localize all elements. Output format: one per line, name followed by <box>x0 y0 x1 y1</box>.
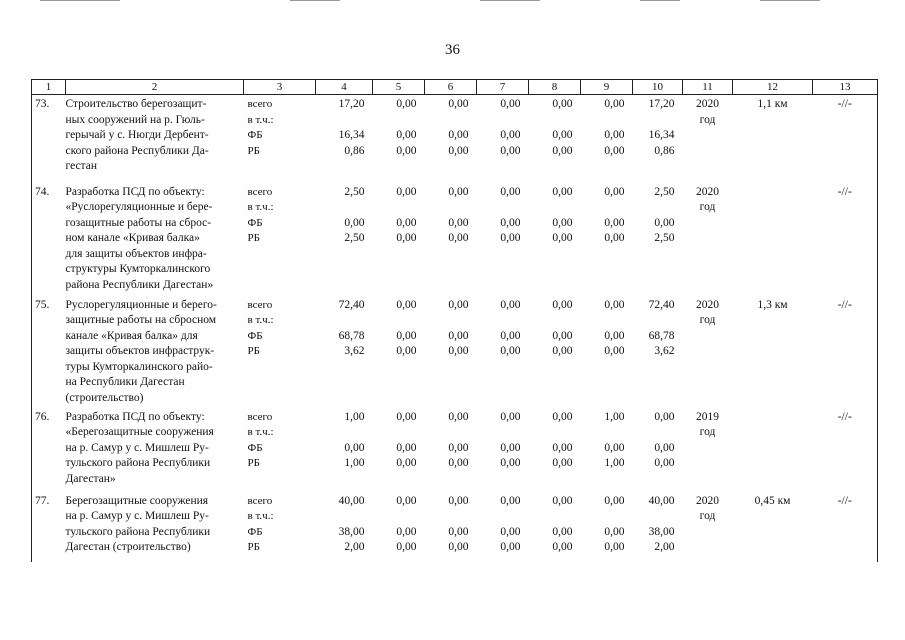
row-number: 76. <box>32 408 66 492</box>
completion-year <box>683 95 733 183</box>
cell-line: (строительство) <box>65 391 144 404</box>
cell-line: тульского района Республики <box>65 457 211 469</box>
cell-line: 0,00 <box>604 298 625 311</box>
cell-line: 0,00 <box>396 525 417 538</box>
cell-line: 0,00 <box>396 129 417 141</box>
row-number: 75. <box>32 296 66 408</box>
cell-line: 16,34 <box>648 129 675 141</box>
cell-line: защиты объектов инфраструк- <box>65 345 215 357</box>
page-number: 36 <box>445 42 460 58</box>
amount-column-4 <box>316 296 373 408</box>
cell-line: 0,00 <box>552 494 573 507</box>
cell-line <box>316 113 365 129</box>
project-name <box>66 183 244 296</box>
cell-line: 0,00 <box>396 98 417 110</box>
cell-line: 0,00 <box>448 329 469 342</box>
cell-line: 0,00 <box>396 345 417 357</box>
cell-line: 0,00 <box>500 525 521 538</box>
cell-line: туры Кумторкалинского райо- <box>65 360 213 373</box>
ditto-mark: -//- <box>813 95 878 183</box>
cell-line: 0,00 <box>396 144 417 157</box>
cell-line: Руслорегуляционные и берего- <box>65 298 217 311</box>
cell-line <box>529 313 573 329</box>
cell-line <box>477 113 521 129</box>
cell-line: 0,00 <box>448 457 469 469</box>
amount-column-7 <box>477 183 529 296</box>
amount-column-10 <box>633 183 683 296</box>
scan-artifact-line <box>640 0 680 1</box>
cell-line: 0,00 <box>396 216 417 229</box>
amount-column-8 <box>529 296 581 408</box>
ditto-mark: -//- <box>813 492 878 562</box>
amount-column-10 <box>633 95 683 183</box>
cell-line <box>529 113 573 129</box>
amount-column-5 <box>373 296 425 408</box>
cell-line: 0,00 <box>500 185 521 198</box>
cell-line: 0,86 <box>654 144 675 157</box>
cell-line <box>633 509 675 525</box>
cell-line <box>581 425 625 441</box>
cell-line: 0,00 <box>500 457 521 469</box>
cell-line: Дагестан (строительство) <box>65 541 191 553</box>
cell-line: 0,00 <box>604 129 625 141</box>
cell-line: 0,00 <box>448 98 469 110</box>
cell-line: ского района Республики Да- <box>65 144 209 157</box>
funding-source <box>244 492 316 562</box>
scan-artifact-line <box>40 0 120 1</box>
cell-line: 0,00 <box>448 494 469 507</box>
cell-line: 0,00 <box>604 185 625 198</box>
cell-line: для защиты объектов инфра- <box>65 247 207 260</box>
amount-column-5 <box>373 183 425 296</box>
cell-line: 17,20 <box>648 98 675 110</box>
cell-line: 0,00 <box>344 216 365 229</box>
cell-line: 0,00 <box>604 144 625 157</box>
amount-column-9 <box>581 492 633 562</box>
cell-line: 72,40 <box>648 298 675 311</box>
cell-line: 0,00 <box>396 298 417 311</box>
funding-source <box>244 408 316 492</box>
column-header-6: 6 <box>425 80 477 95</box>
cell-line: 2,50 <box>344 232 365 244</box>
cell-line: 0,00 <box>552 129 573 141</box>
cell-line <box>633 313 675 329</box>
capacity-value: 0,45 км <box>754 494 791 507</box>
cell-line: 0,00 <box>396 410 417 423</box>
cell-line: 68,78 <box>338 329 365 342</box>
cell-line: 0,00 <box>604 345 625 357</box>
cell-line: всего <box>247 185 273 198</box>
cell-line: 0,00 <box>654 410 675 423</box>
cell-line: района Республики Дагестан» <box>65 278 214 291</box>
amount-column-5 <box>373 95 425 183</box>
project-name <box>66 492 244 562</box>
cell-line: Берегозащитные сооружения <box>65 494 209 507</box>
cell-line: 0,00 <box>448 216 469 229</box>
cell-line <box>316 200 365 216</box>
cell-line: 0,00 <box>344 441 365 454</box>
cell-line: 0,00 <box>604 494 625 507</box>
cell-line: 0,00 <box>552 185 573 198</box>
amount-column-6 <box>425 95 477 183</box>
cell-line: 0,00 <box>552 457 573 469</box>
table-row <box>32 492 878 562</box>
amount-column-7 <box>477 408 529 492</box>
cell-line: Разработка ПСД по объекту: <box>65 185 205 198</box>
cell-line: ФБ <box>247 441 263 454</box>
cell-line: год <box>699 510 716 522</box>
cell-line: 2,00 <box>654 541 675 553</box>
amount-column-8 <box>529 408 581 492</box>
program-table <box>31 79 878 562</box>
scan-artifact-line <box>760 0 820 1</box>
cell-line: 0,00 <box>500 216 521 229</box>
cell-line <box>316 313 365 329</box>
ditto-mark: -//- <box>813 183 878 296</box>
cell-line: 3,62 <box>654 345 675 357</box>
cell-line: 0,00 <box>448 232 469 244</box>
cell-line: ФБ <box>247 329 263 342</box>
column-header-8: 8 <box>529 80 581 95</box>
cell-line <box>373 313 417 329</box>
cell-line: 0,00 <box>654 441 675 454</box>
cell-line: 2020 <box>696 494 719 507</box>
cell-line <box>581 313 625 329</box>
cell-line: «Руслорегуляционные и бере- <box>65 201 213 213</box>
table-row <box>32 95 878 183</box>
cell-line: 0,00 <box>448 298 469 311</box>
cell-line <box>477 200 521 216</box>
row-number: 73. <box>32 95 66 183</box>
cell-line: 0,00 <box>604 441 625 454</box>
cell-line: 38,00 <box>338 525 365 538</box>
cell-line: всего <box>247 298 273 311</box>
cell-line: 0,00 <box>604 329 625 342</box>
cell-line: ФБ <box>247 129 263 141</box>
cell-line: 0,00 <box>500 298 521 311</box>
cell-line: всего <box>247 494 273 507</box>
column-header-9: 9 <box>581 80 633 95</box>
amount-column-7 <box>477 296 529 408</box>
project-name <box>66 95 244 183</box>
cell-line: 1,00 <box>344 410 365 423</box>
column-header-5: 5 <box>373 80 425 95</box>
amount-column-4 <box>316 183 373 296</box>
cell-line: 0,00 <box>552 144 573 157</box>
cell-line: РБ <box>247 457 260 469</box>
scan-artifact-line <box>290 0 340 1</box>
cell-line: 0,00 <box>500 329 521 342</box>
cell-line: Строительство берегозащит- <box>65 98 207 110</box>
column-header-13: 13 <box>813 80 878 95</box>
cell-line: год <box>699 314 716 326</box>
amount-column-8 <box>529 95 581 183</box>
cell-line: ФБ <box>247 525 263 538</box>
amount-column-6 <box>425 492 477 562</box>
cell-line <box>529 509 573 525</box>
cell-line: на Республики Дагестан <box>65 376 185 388</box>
cell-line: 2020 <box>696 185 719 198</box>
cell-line: 0,00 <box>604 232 625 244</box>
cell-line: 0,00 <box>604 541 625 553</box>
cell-line <box>425 113 469 129</box>
cell-line: 0,00 <box>396 232 417 244</box>
cell-line <box>477 313 521 329</box>
cell-line: 2,50 <box>654 185 675 198</box>
ditto-mark: -//- <box>813 296 878 408</box>
column-number-header <box>32 80 878 95</box>
amount-column-9 <box>581 183 633 296</box>
cell-line: 0,00 <box>604 98 625 110</box>
cell-line: всего <box>247 98 273 110</box>
cell-line <box>373 113 417 129</box>
capacity-value <box>733 183 813 296</box>
cell-line: в т.ч.: <box>247 201 274 213</box>
cell-line <box>316 509 365 525</box>
cell-line: 0,00 <box>604 525 625 538</box>
cell-line: 0,00 <box>654 216 675 229</box>
amount-column-10 <box>633 296 683 408</box>
cell-line: тульского района Республики <box>65 525 211 538</box>
completion-year <box>683 183 733 296</box>
cell-line: 1,00 <box>604 457 625 469</box>
cell-line: в т.ч.: <box>247 510 274 522</box>
column-header-1: 1 <box>32 80 66 95</box>
cell-line: структуры Кумторкалинского <box>65 263 211 275</box>
cell-line <box>373 200 417 216</box>
cell-line: 2,50 <box>344 185 365 198</box>
cell-line: защитные работы на сбросном <box>65 314 217 326</box>
ditto-mark: -//- <box>813 408 878 492</box>
cell-line: 0,00 <box>396 441 417 454</box>
cell-line: в т.ч.: <box>247 426 274 438</box>
cell-line: 0,86 <box>344 144 365 157</box>
cell-line: 0,00 <box>552 216 573 229</box>
cell-line <box>581 113 625 129</box>
cell-line: 0,00 <box>552 525 573 538</box>
cell-line <box>425 509 469 525</box>
cell-line: 0,00 <box>396 329 417 342</box>
cell-line: РБ <box>247 232 260 244</box>
cell-line: 0,00 <box>552 298 573 311</box>
cell-line <box>633 200 675 216</box>
cell-line: 17,20 <box>338 98 365 110</box>
cell-line <box>316 425 365 441</box>
cell-line: Дагестан» <box>65 472 116 485</box>
row-number: 74. <box>32 183 66 296</box>
column-header-10: 10 <box>633 80 683 95</box>
cell-line <box>425 425 469 441</box>
completion-year <box>683 408 733 492</box>
column-header-4: 4 <box>316 80 373 95</box>
cell-line: «Берегозащитные сооружения <box>65 426 214 438</box>
cell-line: 38,00 <box>648 525 675 538</box>
cell-line: 0,00 <box>448 129 469 141</box>
cell-line: 0,00 <box>552 410 573 423</box>
cell-line: 0,00 <box>448 410 469 423</box>
cell-line: РБ <box>247 345 260 357</box>
cell-line: 40,00 <box>648 494 675 507</box>
amount-column-4 <box>316 408 373 492</box>
amount-column-6 <box>425 183 477 296</box>
cell-line <box>477 509 521 525</box>
cell-line <box>529 425 573 441</box>
cell-line: Разработка ПСД по объекту: <box>65 410 205 423</box>
column-header-7: 7 <box>477 80 529 95</box>
cell-line: 2019 <box>696 410 719 423</box>
cell-line: ных сооружений на р. Гюль- <box>65 113 205 126</box>
cell-line: 2020 <box>696 298 719 311</box>
cell-line: год <box>699 113 716 126</box>
cell-line: 0,00 <box>448 185 469 198</box>
cell-line: 0,00 <box>500 129 521 141</box>
funding-source <box>244 95 316 183</box>
cell-line: 0,00 <box>552 345 573 357</box>
cell-line: герычай у с. Нюгди Дербент- <box>65 129 209 141</box>
cell-line: 0,00 <box>552 541 573 553</box>
cell-line: 0,00 <box>500 441 521 454</box>
cell-line: 2020 <box>696 98 719 110</box>
amount-column-4 <box>316 95 373 183</box>
table-row <box>32 296 878 408</box>
cell-line <box>581 200 625 216</box>
amount-column-9 <box>581 95 633 183</box>
cell-line: гестан <box>65 160 97 172</box>
cell-line: 0,00 <box>500 144 521 157</box>
cell-line: 0,00 <box>396 541 417 553</box>
cell-line: ном канале «Кривая балка» <box>65 232 200 244</box>
cell-line: 16,34 <box>338 129 365 141</box>
cell-line: в т.ч.: <box>247 113 274 126</box>
amount-column-10 <box>633 492 683 562</box>
column-header-11: 11 <box>683 80 733 95</box>
cell-line: год <box>699 426 716 438</box>
completion-year <box>683 296 733 408</box>
funding-source <box>244 183 316 296</box>
cell-line: 0,00 <box>604 216 625 229</box>
cell-line <box>425 200 469 216</box>
cell-line: 0,00 <box>552 441 573 454</box>
cell-line: 68,78 <box>648 329 675 342</box>
cell-line: гозащитные работы на сброс- <box>65 216 212 229</box>
table-row <box>32 408 878 492</box>
cell-line: канале «Кривая балка» для <box>65 329 198 342</box>
cell-line: 0,00 <box>500 232 521 244</box>
column-header-3: 3 <box>244 80 316 95</box>
cell-line: 1,00 <box>344 457 365 469</box>
cell-line: 0,00 <box>448 541 469 553</box>
cell-line <box>425 313 469 329</box>
cell-line <box>373 509 417 525</box>
cell-line: 0,00 <box>654 457 675 469</box>
amount-column-10 <box>633 408 683 492</box>
project-name <box>66 408 244 492</box>
cell-line: 0,00 <box>448 441 469 454</box>
amount-column-8 <box>529 492 581 562</box>
capacity-value: 1,3 км <box>757 298 788 311</box>
scan-artifact-line <box>480 0 540 1</box>
cell-line <box>633 425 675 441</box>
cell-line: 2,50 <box>654 232 675 244</box>
cell-line: 0,00 <box>500 541 521 553</box>
cell-line: 0,00 <box>448 525 469 538</box>
amount-column-7 <box>477 492 529 562</box>
cell-line: 0,00 <box>552 98 573 110</box>
amount-column-6 <box>425 296 477 408</box>
row-number: 77. <box>32 492 66 562</box>
cell-line: 0,00 <box>396 457 417 469</box>
cell-line <box>373 425 417 441</box>
amount-column-5 <box>373 492 425 562</box>
amount-column-8 <box>529 183 581 296</box>
cell-line: 72,40 <box>338 298 365 311</box>
cell-line: всего <box>247 410 273 423</box>
cell-line: 0,00 <box>500 494 521 507</box>
cell-line: ФБ <box>247 216 263 229</box>
cell-line: 0,00 <box>500 98 521 110</box>
project-name <box>66 296 244 408</box>
amount-column-9 <box>581 408 633 492</box>
amount-column-4 <box>316 492 373 562</box>
cell-line <box>477 425 521 441</box>
amount-column-9 <box>581 296 633 408</box>
cell-line: 0,00 <box>448 345 469 357</box>
cell-line: 0,00 <box>396 185 417 198</box>
capacity-value <box>733 408 813 492</box>
cell-line: год <box>699 201 716 213</box>
cell-line: 0,00 <box>396 494 417 507</box>
amount-column-6 <box>425 408 477 492</box>
completion-year <box>683 492 733 562</box>
cell-line: 40,00 <box>338 494 365 507</box>
column-header-12: 12 <box>733 80 813 95</box>
cell-line: на р. Самур у с. Мишлеш Ру- <box>65 510 209 522</box>
cell-line: 3,62 <box>344 345 365 357</box>
cell-line: РБ <box>247 144 260 157</box>
column-header-2: 2 <box>66 80 244 95</box>
cell-line: в т.ч.: <box>247 314 274 326</box>
cell-line: 0,00 <box>552 232 573 244</box>
cell-line: на р. Самур у с. Мишлеш Ру- <box>65 441 209 454</box>
cell-line <box>581 509 625 525</box>
cell-line: 0,00 <box>500 410 521 423</box>
cell-line: РБ <box>247 541 260 553</box>
funding-source <box>244 296 316 408</box>
cell-line: 0,00 <box>552 329 573 342</box>
cell-line: 0,00 <box>448 144 469 157</box>
amount-column-5 <box>373 408 425 492</box>
cell-line <box>633 113 675 129</box>
table-row <box>32 183 878 296</box>
cell-line: 0,00 <box>500 345 521 357</box>
cell-line: 1,00 <box>604 410 625 423</box>
capacity-value: 1,1 км <box>757 98 788 110</box>
cell-line: 2,00 <box>344 541 365 553</box>
amount-column-7 <box>477 95 529 183</box>
cell-line <box>529 200 573 216</box>
